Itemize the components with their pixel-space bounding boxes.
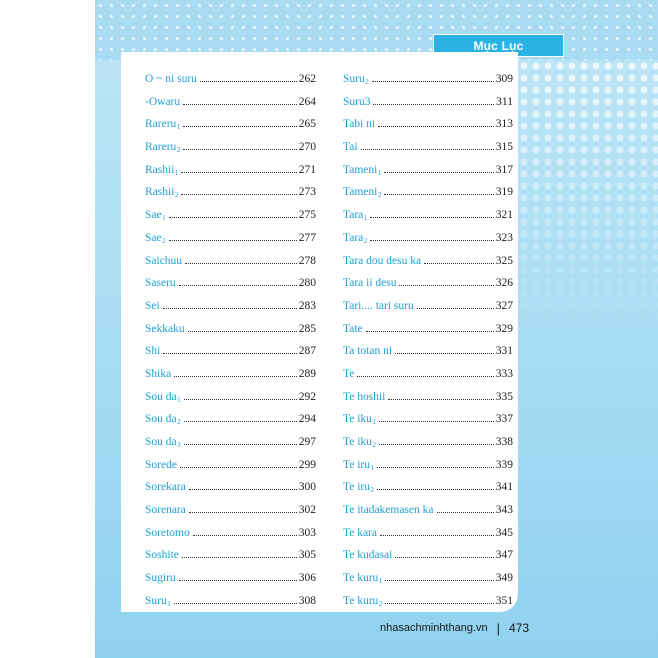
toc-entry-term-text: Ta totan ni <box>343 345 393 358</box>
toc-entry-term <box>145 250 182 273</box>
dot-leader <box>181 172 296 173</box>
toc-entry-term <box>343 113 375 136</box>
dot-leader <box>179 580 297 581</box>
dot-leader <box>380 535 494 536</box>
dot-leader <box>395 557 493 558</box>
toc-entry-page: 341 <box>495 481 513 494</box>
toc-column-right <box>343 68 513 613</box>
toc-entry-term <box>145 408 181 431</box>
dot-leader <box>378 126 494 127</box>
toc-entry-term <box>145 136 180 159</box>
dot-leader <box>437 512 494 513</box>
toc-entry <box>145 499 316 522</box>
toc-entry-subscript: 1 <box>370 463 374 472</box>
toc-entry-page: 311 <box>496 95 513 108</box>
toc-entry-term-text: Te hoshii <box>343 390 386 403</box>
toc-entry-term <box>145 272 176 295</box>
toc-entry-term <box>343 431 376 454</box>
toc-entry <box>343 544 513 567</box>
toc-entry-term <box>145 68 197 91</box>
dot-leader <box>377 467 494 468</box>
toc-entry-term-text: Te kuru <box>343 594 379 607</box>
toc-entry <box>343 68 513 91</box>
toc-entry-subscript: 2 <box>174 191 179 200</box>
toc-entry-term-text: Suru <box>343 73 365 85</box>
toc-entry-page: 351 <box>495 594 513 607</box>
dot-leader <box>377 489 494 490</box>
toc-entry-page: 270 <box>298 141 316 154</box>
toc-entry-term <box>343 227 367 250</box>
toc-entry-term-text: Tabi ni <box>343 118 376 131</box>
dot-leader <box>188 331 297 332</box>
toc-entry <box>145 522 316 545</box>
toc-entry-subscript: 1 <box>162 214 166 223</box>
toc-entry <box>145 136 316 159</box>
toc-entry <box>343 159 513 182</box>
toc-entry-term-text: Rashii <box>145 186 175 199</box>
dot-leader <box>424 263 494 264</box>
dot-leader <box>189 489 297 490</box>
toc-entry-term-text: Shika <box>145 367 172 380</box>
toc-entry-page: 305 <box>298 549 316 562</box>
toc-entry-page: 331 <box>495 345 513 358</box>
toc-entry <box>343 567 513 590</box>
toc-entry-page: 343 <box>495 504 513 517</box>
toc-entry-page: 326 <box>495 277 513 290</box>
toc-entry-subscript: 2 <box>162 236 166 245</box>
toc-entry-term <box>343 590 382 613</box>
toc-entry-page: 289 <box>298 367 316 380</box>
toc-entry-term-text: Sekkaku <box>145 322 185 335</box>
toc-entry <box>343 522 513 545</box>
toc-entry-term-text: Te iru <box>343 458 370 471</box>
toc-entry-page: 338 <box>495 436 513 448</box>
toc-entry-page: 278 <box>298 254 316 267</box>
toc-entry-term-text: Sou da <box>145 436 177 448</box>
dot-leader <box>169 217 297 218</box>
dot-leader <box>183 149 296 150</box>
toc-entry-term-text: Saichuu <box>145 254 183 267</box>
toc-entry-page: 308 <box>298 594 316 607</box>
toc-entry-term <box>343 340 392 363</box>
toc-entry-page: 283 <box>298 299 316 312</box>
toc-entry-term-text: Sou da <box>145 413 177 426</box>
toc-entry-term-text: Sae <box>145 231 162 244</box>
toc-entry-term <box>343 250 421 273</box>
toc-entry-term <box>343 159 381 182</box>
toc-entry-page: 275 <box>298 209 316 222</box>
toc-entry-term-text: Soretomo <box>145 526 190 539</box>
toc-entry-subscript: 2 <box>372 441 376 449</box>
toc-entry-term-text: Te iku <box>343 413 372 426</box>
dot-leader <box>163 353 296 354</box>
toc-entry-term <box>145 91 180 114</box>
toc-entry-page: 297 <box>298 436 316 448</box>
toc-entry <box>343 431 513 454</box>
dot-leader <box>182 557 297 558</box>
toc-entry <box>343 227 513 250</box>
dot-leader <box>370 217 493 218</box>
toc-entry-page: 300 <box>298 481 316 494</box>
toc-entry-subscript: 3 <box>177 441 181 449</box>
footer-separator: | <box>496 620 501 636</box>
dot-leader <box>366 331 494 332</box>
dot-leader <box>384 172 493 173</box>
toc-entry-page: 313 <box>495 118 513 131</box>
toc-entry-term-text: Tara <box>343 231 364 244</box>
toc-entry-term <box>343 522 377 545</box>
toc-entry-term <box>145 363 171 386</box>
toc-entry <box>145 91 316 114</box>
toc-entry-term <box>145 544 179 567</box>
dot-leader <box>200 81 297 82</box>
toc-entry-term-text: Te kudasai <box>343 549 393 562</box>
toc-entry-term <box>343 454 374 477</box>
dot-leader <box>184 421 297 422</box>
toc-entry-subscript: 1 <box>174 168 179 177</box>
toc-column-left <box>145 68 316 613</box>
toc-entry-page: 285 <box>298 322 316 335</box>
toc-entry-term-text: Tara ii desu <box>343 277 397 290</box>
toc-entry-term <box>145 454 177 477</box>
toc-entry-page: 262 <box>298 73 316 85</box>
toc-entry-term <box>145 159 178 182</box>
toc-entry <box>343 136 513 159</box>
toc-entry-page: 277 <box>298 231 316 244</box>
toc-entry-page: 306 <box>298 572 316 585</box>
dot-leader <box>169 240 297 241</box>
toc-entry <box>343 408 513 431</box>
dot-leader <box>179 285 297 286</box>
dot-leader <box>417 308 494 309</box>
toc-entry-term <box>343 386 385 409</box>
toc-entry <box>343 318 513 341</box>
toc-entry-subscript: 1 <box>378 577 383 586</box>
toc-entry-term <box>343 136 358 159</box>
toc-entry-term <box>145 318 185 341</box>
dot-leader <box>370 240 493 241</box>
toc-entry <box>145 227 316 250</box>
toc-entry-term-text: Tate <box>343 322 363 335</box>
toc-entry-term-text: Te iru <box>343 481 370 494</box>
toc-entry <box>145 181 316 204</box>
toc-entry-page: 323 <box>495 231 513 244</box>
toc-entry-page: 329 <box>495 322 513 335</box>
toc-entry <box>343 181 513 204</box>
dot-leader <box>183 126 296 127</box>
toc-entry-term-text: Tai <box>343 141 358 154</box>
toc-entry <box>145 386 316 409</box>
toc-entry-subscript: 2 <box>370 486 374 495</box>
toc-entry-page: 302 <box>298 504 316 517</box>
dot-leader <box>189 512 297 513</box>
dot-leader <box>373 104 494 105</box>
toc-entry-term-text: Te itadakemasen ka <box>343 504 434 517</box>
toc-entry-page: 292 <box>298 390 316 403</box>
toc-entry <box>343 454 513 477</box>
toc-entry-term-text: O ~ ni suru <box>145 73 197 85</box>
toc-entry-page: 303 <box>298 526 316 539</box>
toc-entry-term-text: Sae <box>145 209 162 222</box>
toc-entry-subscript: 2 <box>378 599 383 608</box>
toc-entry-page: 317 <box>495 163 513 176</box>
toc-entry-term-text: Sorede <box>145 458 177 471</box>
toc-entry-term-text: Te iku <box>343 436 372 448</box>
toc-entry <box>145 476 316 499</box>
toc-entry-page: 315 <box>495 141 513 154</box>
toc-entry-term-text: Sorenara <box>145 504 186 517</box>
toc-entry-term-text: Rashii <box>145 163 175 176</box>
toc-entry-term-text: Te <box>343 367 355 380</box>
toc-entry-term <box>145 386 181 409</box>
toc-entry <box>343 204 513 227</box>
dot-leader <box>163 308 297 309</box>
toc-entry <box>145 431 316 454</box>
toc-entry-term-text: Sei <box>145 299 160 312</box>
toc-entry <box>145 250 316 273</box>
toc-entry-page: 294 <box>298 413 316 426</box>
toc-entry-subscript: 1 <box>167 599 171 608</box>
toc-entry <box>145 68 316 91</box>
dot-leader <box>395 353 494 354</box>
toc-entry <box>343 250 513 273</box>
toc-entry-page: 337 <box>495 413 513 426</box>
toc-entry <box>145 544 316 567</box>
toc-entry-term <box>343 567 382 590</box>
toc-entry-term <box>343 544 392 567</box>
dot-leader <box>384 194 493 195</box>
toc-entry-subscript: 1 <box>372 418 376 427</box>
toc-entry-term <box>145 499 186 522</box>
halftone-dot-pattern <box>518 60 658 330</box>
footer-website: nhasachminhthang.vn <box>380 622 488 634</box>
toc-entry <box>145 340 316 363</box>
dot-leader <box>181 194 296 195</box>
toc-entry-term <box>145 476 186 499</box>
toc-entry-term-text: Tameni <box>343 163 378 176</box>
dot-leader <box>357 376 493 377</box>
toc-entry-page: 335 <box>495 390 513 403</box>
toc-entry-term <box>145 431 181 454</box>
toc-entry-term <box>145 590 171 613</box>
dot-leader <box>174 376 297 377</box>
toc-entry-page: 349 <box>495 572 513 585</box>
section-header-label: Mục Lục <box>473 38 524 53</box>
toc-entry-term-text: Tara dou desu ka <box>343 254 422 267</box>
toc-entry-term-text: Rareru <box>145 118 177 131</box>
toc-entry <box>343 272 513 295</box>
toc-entry <box>145 590 316 613</box>
toc-entry-term <box>145 567 176 590</box>
toc-entry-page: 321 <box>495 209 513 222</box>
toc-entry-term <box>343 68 369 91</box>
toc-entry-page: 347 <box>495 549 513 562</box>
dot-leader <box>180 467 297 468</box>
dot-leader <box>379 421 494 422</box>
toc-entry-term <box>343 272 396 295</box>
dot-leader <box>361 149 494 150</box>
dot-leader <box>184 399 297 400</box>
toc-entry-page: 287 <box>298 345 316 358</box>
toc-entry-term <box>145 522 190 545</box>
toc-entry-subscript: 1 <box>177 395 181 404</box>
toc-entry-page: 271 <box>298 163 316 176</box>
toc-entry-term-text: Sugiru <box>145 572 176 585</box>
toc-entry-term <box>343 204 367 227</box>
toc-entry <box>343 113 513 136</box>
toc-entry <box>343 476 513 499</box>
toc-entry-subscript: 1 <box>377 168 382 177</box>
toc-entry <box>145 159 316 182</box>
dot-leader <box>379 444 494 445</box>
toc-entry-page: 299 <box>298 458 316 471</box>
toc-entry-page: 309 <box>495 73 513 85</box>
toc-entry-term <box>145 227 166 250</box>
toc-entry-subscript: 2 <box>177 418 181 427</box>
toc-entry <box>145 408 316 431</box>
toc-entry <box>145 204 316 227</box>
toc-entry-term <box>145 113 180 136</box>
toc-entry-subscript: 2 <box>365 78 369 86</box>
toc-entry-term-text: Rareru <box>145 141 177 154</box>
toc-entry <box>343 590 513 613</box>
dot-leader <box>388 399 493 400</box>
toc-entry <box>145 567 316 590</box>
dot-leader <box>399 285 493 286</box>
toc-entry-term <box>343 91 370 114</box>
dot-leader <box>174 603 297 604</box>
dot-leader <box>185 263 297 264</box>
toc-entry <box>343 340 513 363</box>
toc-entry <box>145 113 316 136</box>
toc-entry-term-text: Soshite <box>145 549 179 562</box>
toc-entry-page: 265 <box>298 118 316 131</box>
toc-entry-term <box>343 499 434 522</box>
dot-leader <box>184 444 297 445</box>
toc-entry <box>343 91 513 114</box>
toc-entry-term <box>145 340 160 363</box>
toc-entry-term-text: Te kuru <box>343 572 379 585</box>
toc-entry-term <box>145 181 178 204</box>
toc-entry-term-text: -Owaru <box>145 95 181 108</box>
toc-entry-subscript: 2 <box>176 146 181 155</box>
dot-leader <box>372 81 494 82</box>
toc-entry-term-text: Sou da <box>145 390 177 403</box>
dot-leader <box>183 104 297 105</box>
toc-entry <box>145 363 316 386</box>
toc-entry <box>145 454 316 477</box>
toc-entry <box>145 295 316 318</box>
toc-entry-term <box>343 295 414 318</box>
toc-entry <box>343 499 513 522</box>
toc-entry-page: 319 <box>495 186 513 199</box>
toc-entry <box>145 318 316 341</box>
toc-entry-page: 339 <box>495 458 513 471</box>
page-number: 473 <box>509 621 530 635</box>
toc-entry-term-text: Tari.... tari suru <box>343 299 414 312</box>
toc-entry-subscript: 2 <box>363 236 368 245</box>
toc-entry <box>343 386 513 409</box>
toc-entry-term-text: Tara <box>343 209 364 222</box>
toc-entry-term <box>343 408 376 431</box>
toc-entry-term-text: Tameni <box>343 186 378 199</box>
toc-entry-subscript: 2 <box>377 191 382 200</box>
top-dotted-band <box>95 0 658 60</box>
toc-entry-page: 333 <box>495 367 513 380</box>
toc-entry-term-text: Suru3 <box>343 95 371 108</box>
dot-leader <box>385 580 493 581</box>
toc-entry-page: 273 <box>298 186 316 199</box>
toc-entry <box>145 272 316 295</box>
dot-leader <box>385 603 493 604</box>
toc-entry-term-text: Saseru <box>145 277 176 290</box>
toc-entry-page: 345 <box>495 526 513 539</box>
page-footer <box>380 618 529 638</box>
toc-entry-page: 280 <box>298 277 316 290</box>
toc-entry-subscript: 1 <box>176 123 181 132</box>
toc-entry-term-text: Sorekara <box>145 481 186 494</box>
toc-entry <box>343 363 513 386</box>
toc-entry-term <box>343 363 354 386</box>
toc-entry-term-text: Suru <box>145 594 167 607</box>
toc-entry-term <box>343 476 374 499</box>
toc-entry-page: 327 <box>495 299 513 312</box>
toc-entry <box>343 295 513 318</box>
toc-entry-page: 264 <box>298 95 316 108</box>
toc-entry-page: 325 <box>495 254 513 267</box>
dot-leader <box>193 535 297 536</box>
toc-entry-term <box>343 318 363 341</box>
toc-entry-subscript: 1 <box>363 214 368 223</box>
toc-entry-term <box>145 295 160 318</box>
toc-entry-term-text: Shi <box>145 345 161 358</box>
toc-entry-term <box>145 204 166 227</box>
toc-entry-term <box>343 181 381 204</box>
toc-entry-term-text: Te kara <box>343 526 377 539</box>
